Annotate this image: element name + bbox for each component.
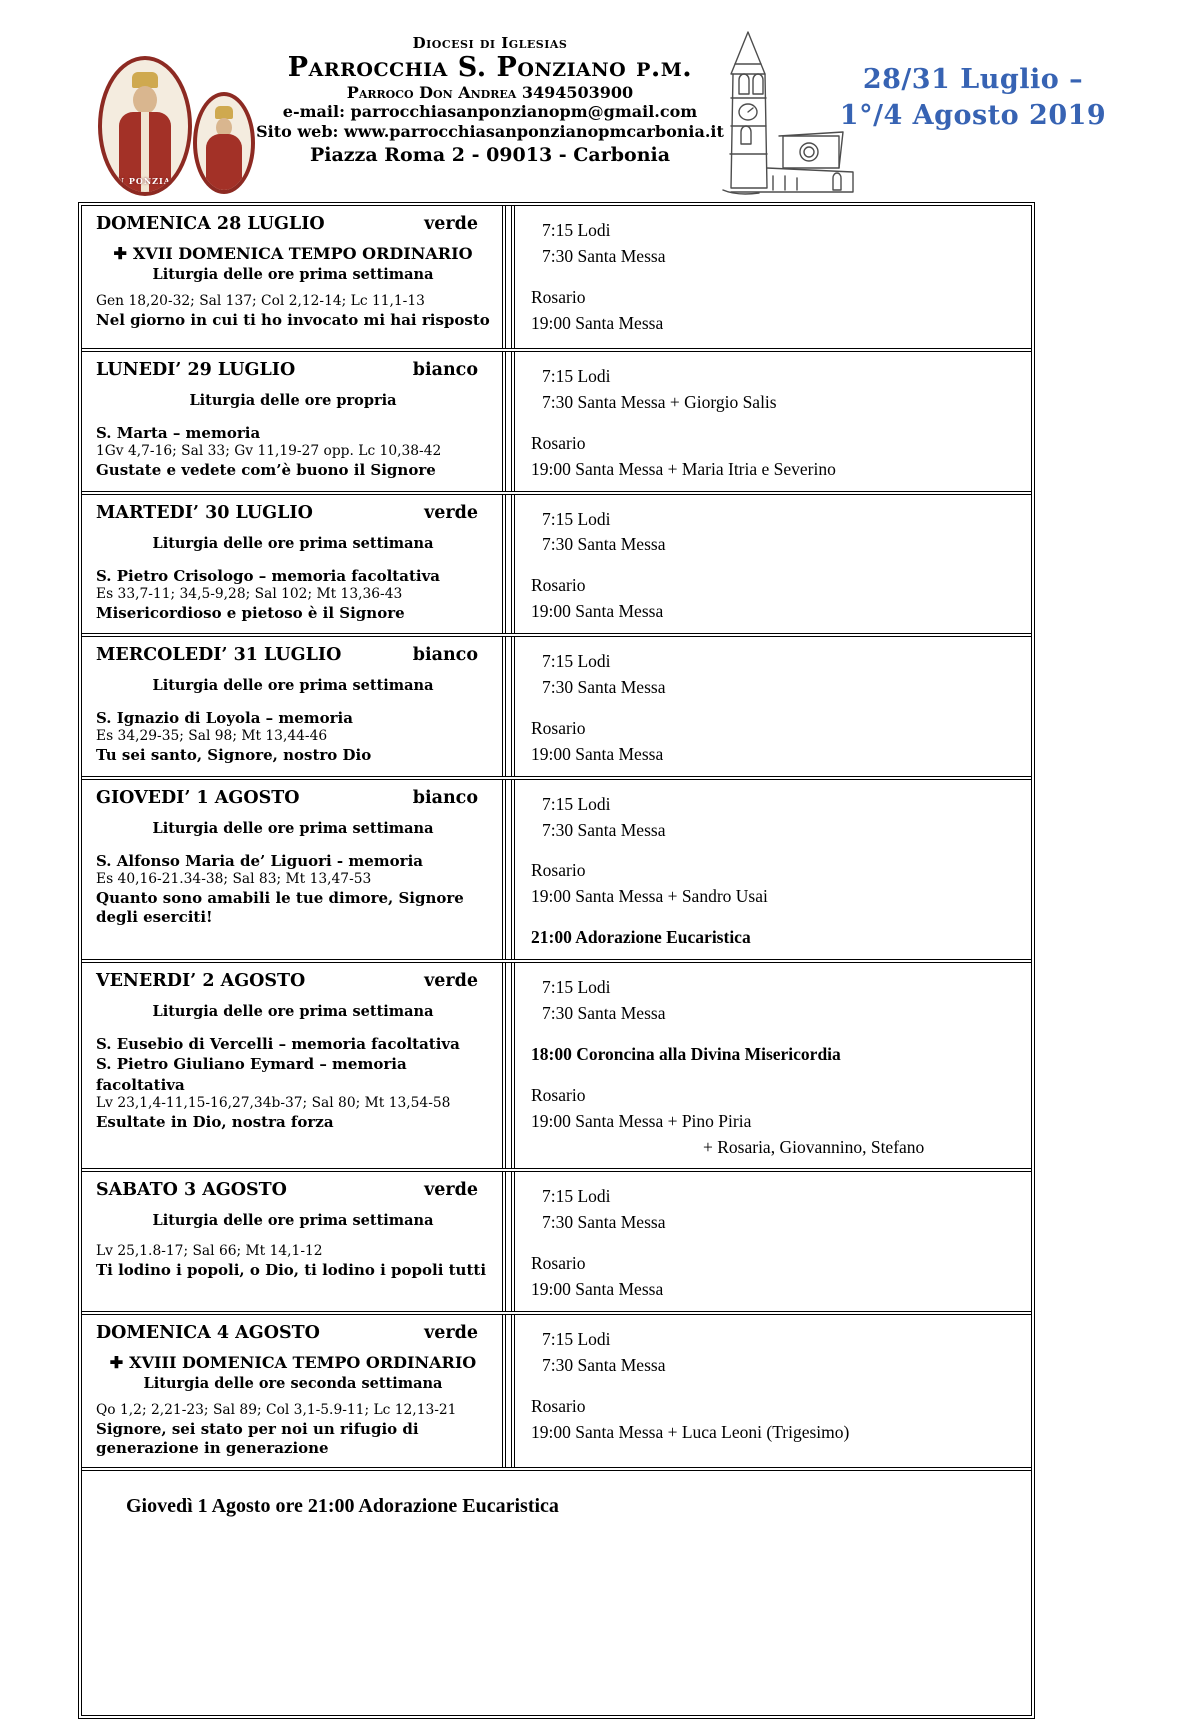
day-row (82, 348, 1031, 491)
website-line: Sito web: www.parrocchiasanponzianopmcarbonia.it (256, 122, 724, 142)
day-title: LUNEDI’ 29 LUGLIO (96, 360, 296, 380)
schedule-line: 7:30 Santa Messa (542, 245, 666, 266)
schedule-line: 7:15 Lodi (542, 1329, 611, 1350)
schedule-line: 7:30 Santa Messa (542, 677, 666, 698)
statue-body-shape (206, 134, 242, 190)
liturgy-of-hours-note: Liturgia delle ore prima settimana (152, 266, 434, 283)
schedule-line: 7:15 Lodi (542, 220, 611, 240)
address-line: Piazza Roma 2 - 09013 - Carbonia (309, 144, 671, 167)
saint-memorial: S. Pietro Giuliano Eymard – memoria facoltativa (96, 1055, 407, 1094)
mass-schedule-cell (511, 963, 1031, 1168)
saint-memorial: S. Pietro Crisologo – memoria facoltativa (96, 566, 441, 585)
responsorial-verse: Gustate e vedete com’è buono il Signore (96, 461, 436, 480)
liturgical-color: bianco (412, 645, 478, 666)
saints-list (96, 1034, 490, 1095)
date-range-line1: 28/31 Luglio – (862, 64, 1084, 95)
daily-readings: Es 40,16-21.34-38; Sal 83; Mt 13,47-53 (96, 870, 372, 887)
liturgical-color: verde (424, 502, 478, 523)
schedule-line: 19:00 Santa Messa + Sandro Usai (531, 886, 768, 907)
feast-title: XVIII DOMENICA TEMPO ORDINARIO (129, 1353, 477, 1373)
cross-icon: ✚ (113, 244, 127, 263)
feast-line (96, 244, 490, 263)
day-row (82, 776, 1031, 959)
saint-memorial: S. Eusebio di Vercelli – memoria facoltativa (96, 1035, 460, 1054)
schedule-line: 7:15 Lodi (542, 977, 611, 998)
schedule-line: Rosario (531, 1395, 586, 1416)
page-header (0, 0, 1191, 202)
schedule-line: 19:00 Santa Messa (531, 601, 664, 622)
daily-readings: Gen 18,20-32; Sal 137; Col 2,12-14; Lc 11,1-13 (96, 293, 425, 309)
weekly-schedule-table (78, 202, 1035, 1719)
date-range-line2: 1°/4 Agosto 2019 (839, 100, 1107, 132)
day-info-cell (82, 352, 506, 491)
liturgy-of-hours-note: Liturgia delle ore prima settimana (152, 819, 434, 837)
responsorial-verse: Tu sei santo, Signore, nostro Dio (96, 746, 372, 765)
saint-memorial: S. Alfonso Maria de’ Liguori - memoria (96, 851, 423, 870)
mass-schedule-cell (511, 1172, 1031, 1311)
day-info-cell (82, 1315, 506, 1467)
saint-memorial: S. Ignazio di Loyola – memoria (96, 709, 353, 728)
liturgical-color: verde (424, 1180, 478, 1201)
statue-head-shape (133, 86, 157, 114)
mass-schedule-cell (511, 780, 1031, 959)
saint-memorial: S. Marta – memoria (96, 424, 261, 442)
day-title: DOMENICA 28 LUGLIO (96, 214, 325, 234)
responsorial-verse: Ti lodino i popoli, o Dio, ti lodino i popoli tutti (96, 1261, 487, 1280)
second-saint-medallion (193, 92, 255, 194)
schedule-line: Rosario (531, 575, 586, 596)
schedule-line: Rosario (531, 1084, 586, 1105)
schedule-line: 7:15 Lodi (542, 366, 611, 386)
schedule-line: Rosario (531, 286, 586, 307)
schedule-line: 7:30 Santa Messa (542, 534, 666, 555)
schedule-line: 18:00 Coroncina alla Divina Misericordia (531, 1043, 841, 1064)
day-title: MERCOLEDI’ 31 LUGLIO (96, 645, 342, 666)
day-title: DOMENICA 4 AGOSTO (96, 1323, 320, 1344)
liturgical-color: bianco (412, 360, 478, 380)
schedule-line: + Rosaria, Giovannino, Stefano (703, 1136, 925, 1157)
medallion-caption: SAN PONZIANO (102, 176, 188, 186)
mass-schedule-cell (511, 495, 1031, 634)
schedule-line: 7:15 Lodi (542, 1186, 611, 1207)
day-row (82, 633, 1031, 776)
day-row (82, 1311, 1031, 1467)
daily-readings: Qo 1,2; 2,21-23; Sal 89; Col 3,1-5.9-11; Lc 12,13-21 (96, 1402, 457, 1419)
mass-schedule-cell (511, 1315, 1031, 1467)
day-title: VENERDI’ 2 AGOSTO (96, 971, 306, 992)
bulletin-date-range (828, 62, 1118, 135)
day-info-cell (82, 1172, 506, 1311)
daily-readings: Es 34,29-35; Sal 98; Mt 13,44-46 (96, 728, 328, 745)
responsorial-verse: Nel giorno in cui ti ho invocato mi hai risposto (96, 310, 490, 329)
liturgy-of-hours-note: Liturgia delle ore seconda settimana (143, 1375, 443, 1393)
parish-title-block (255, 34, 725, 166)
responsorial-verse: Esultate in Dio, nostra forza (96, 1112, 334, 1131)
day-info-cell (82, 780, 506, 959)
saints-list (96, 851, 490, 871)
mass-schedule-cell (511, 206, 1031, 348)
liturgical-color: verde (424, 1323, 478, 1344)
day-info-cell (82, 963, 506, 1168)
responsorial-verse: Signore, sei stato per noi un rifugio di generazione in generazione (96, 1419, 419, 1458)
responsorial-verse: Misericordioso e pietoso è il Signore (96, 603, 405, 622)
cross-icon: ✚ (109, 1353, 124, 1373)
liturgy-of-hours-note: Liturgia delle ore prima settimana (152, 677, 434, 695)
liturgy-of-hours-note: Liturgia delle ore prima settimana (152, 534, 434, 552)
feast-title: XVII DOMENICA TEMPO ORDINARIO (132, 244, 473, 263)
schedule-line: Rosario (531, 860, 586, 881)
parish-name: Parrocchia S. Ponziano p.m. (287, 52, 693, 83)
mass-schedule-cell (511, 637, 1031, 776)
schedule-line: 7:30 Santa Messa (542, 1003, 666, 1024)
diocese-name: Diocesi di Iglesias (412, 34, 568, 52)
schedule-line: 19:00 Santa Messa (531, 743, 664, 764)
schedule-table-body (82, 206, 1031, 1467)
schedule-line: Rosario (531, 717, 586, 738)
daily-readings: Es 33,7-11; 34,5-9,28; Sal 102; Mt 13,36-43 (96, 585, 403, 602)
schedule-line: 21:00 Adorazione Eucaristica (531, 927, 751, 948)
daily-readings: Lv 25,1.8-17; Sal 66; Mt 14,1-12 (96, 1243, 323, 1260)
liturgical-color: verde (424, 214, 478, 234)
mass-schedule-cell (511, 352, 1031, 491)
schedule-line: Rosario (531, 432, 586, 453)
feast-line (96, 1353, 490, 1372)
liturgy-of-hours-note: Liturgia delle ore propria (189, 392, 397, 409)
day-title: GIOVEDI’ 1 AGOSTO (96, 787, 300, 808)
schedule-line: 7:30 Santa Messa + Giorgio Salis (542, 391, 777, 412)
schedule-line: 7:30 Santa Messa (542, 1354, 666, 1375)
saints-list (96, 708, 490, 728)
daily-readings: 1Gv 4,7-16; Sal 33; Gv 11,19-27 opp. Lc 10,38-42 (96, 443, 442, 460)
email-line: e-mail: parrocchiasanponzianopm@gmail.com (282, 102, 698, 122)
schedule-line: 7:15 Lodi (542, 651, 611, 672)
schedule-line: 7:15 Lodi (542, 508, 611, 529)
san-ponziano-medallion (98, 56, 192, 196)
schedule-line: 7:30 Santa Messa (542, 819, 666, 840)
liturgy-of-hours-note: Liturgia delle ore prima settimana (152, 1003, 434, 1021)
schedule-line: 7:15 Lodi (542, 793, 611, 814)
liturgical-color: bianco (412, 787, 478, 808)
saints-list (96, 566, 490, 586)
day-title: MARTEDI’ 30 LUGLIO (96, 502, 313, 523)
schedule-line: 7:30 Santa Messa (542, 1212, 666, 1233)
day-info-cell (82, 637, 506, 776)
schedule-line: Rosario (531, 1253, 586, 1274)
schedule-line: 19:00 Santa Messa + Luca Leoni (Trigesimo) (531, 1421, 850, 1442)
liturgy-of-hours-note: Liturgia delle ore prima settimana (152, 1212, 434, 1230)
schedule-line: 19:00 Santa Messa (531, 312, 664, 333)
schedule-line: 19:00 Santa Messa + Pino Piria (531, 1110, 752, 1131)
schedule-line: 19:00 Santa Messa (531, 1279, 664, 1300)
day-row (82, 491, 1031, 634)
schedule-line: 19:00 Santa Messa + Maria Itria e Severino (531, 458, 836, 479)
day-row (82, 1168, 1031, 1311)
footer-announcement: Giovedì 1 Agosto ore 21:00 Adorazione Eucaristica (82, 1467, 1031, 1715)
day-info-cell (82, 206, 506, 348)
liturgical-color: verde (424, 971, 478, 992)
saints-list (96, 423, 490, 443)
day-row (82, 959, 1031, 1168)
day-row (82, 206, 1031, 348)
day-info-cell (82, 495, 506, 634)
daily-readings: Lv 23,1,4-11,15-16,27,34b-37; Sal 80; Mt 13,54-58 (96, 1094, 451, 1111)
pastor-line: Parroco Don Andrea 3494503900 (346, 83, 634, 103)
responsorial-verse: Quanto sono amabili le tue dimore, Signore degli eserciti! (96, 888, 464, 927)
day-title: SABATO 3 AGOSTO (96, 1180, 287, 1201)
